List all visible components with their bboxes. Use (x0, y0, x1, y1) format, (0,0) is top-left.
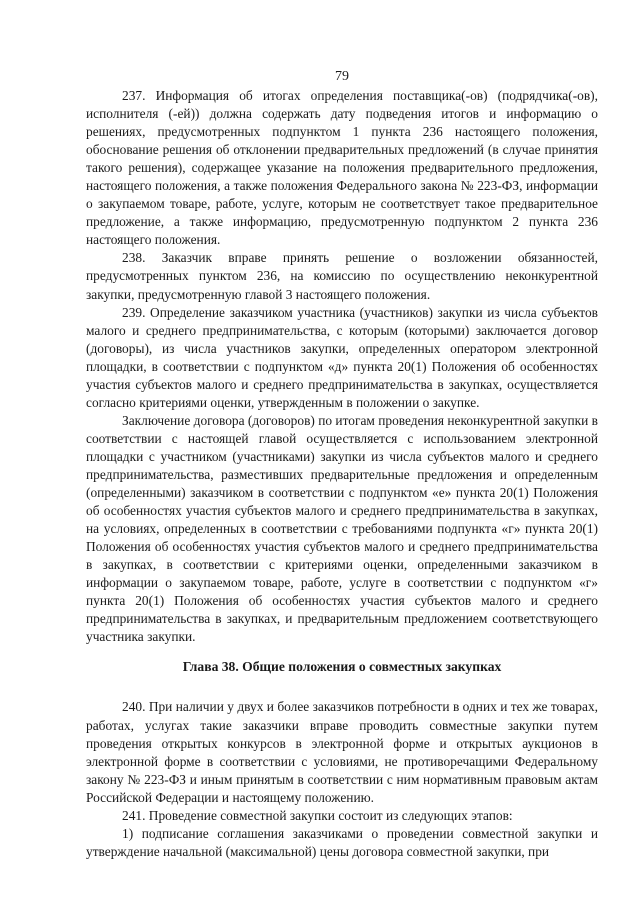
paragraph-240: 240. При наличии у двух и более заказчиков потребности в одних и тех же товарах, работах, услугах такие заказчики вправе проводить совместные закупки путем проведения открытых конкурсов в электронной форме и открытых аукционов в электронной форме в соответствии с условиями, не противоречащими Федеральному закону № 223-ФЗ и иным принятым в соответствии с ним нормативным правовым актам Российской Федерации и настоящему положению. (86, 699, 598, 805)
chapter-title: Глава 38. Общие положения о совместных закупках (182, 659, 502, 675)
paragraph-237: 237. Информация об итогах определения поставщика(-ов) (подрядчика(-ов), исполнителя (-ей)) должна содержать дату подведения итогов и информацию о решениях, предусмотренных подпунктом 1 пункта 236 настоящего положения, обоснование решения об отклонении предварительных предложений (в случае принятия такого решения), содержащее указание на положения предварительного предложения, настоящего положения, а также положения Федерального закона № 223-ФЗ, информации о закупаемом товаре, работе, услуге, которым не соответствует такое предварительное предложение, а также информацию, предусмотренную подпунктом 2 пункта 236 настоящего положения. (86, 88, 598, 248)
paragraph-238: 238. Заказчик вправе принять решение о возложении обязанностей, предусмотренных пунктом 236, на комиссию по осуществлению неконкурентной закупки, предусмотренную главой 3 настоящего положения. (86, 250, 598, 302)
paragraph-241-item-1: 1) подписание соглашения заказчиками о проведении совместной закупки и утверждение начальной (максимальной) цены договора совместной закупки, при (86, 825, 598, 859)
paragraph-241: 241. Проведение совместной закупки состоит из следующих этапов: (122, 807, 513, 823)
document-page (86, 68, 598, 861)
paragraph-239: 239. Определение заказчиком участника (участников) закупки из числа субъектов малого и среднего предпринимательства, с которым (которыми) заключается договор (договоры), из числа участников закупки, определенных оператором электронной площадки, в соответствии с подпунктом «д» пункта 20(1) Положения об особенностях участия субъектов малого и среднего предпринимательства в закупках, осуществляется согласно критериями оценки, утвержденным в положении о закупке. (86, 304, 598, 410)
page-number: 79 (335, 69, 349, 84)
paragraph-contract-conclusion: Заключение договора (договоров) по итогам проведения неконкурентной закупки в соответствии с настоящей главой осуществляется с использованием электронной площадки с участником (участниками) закупки из числа субъектов малого и среднего предпринимательства, разместивших предварительные предложения и определенным (определенными) заказчиком в соответствии с подпунктом «е» пункта 20(1) Положения об особенностях участия субъектов малого и среднего предпринимательства в закупках, на условиях, определенных в соответствии с требованиями подпункта «г» пункта 20(1) Положения об особенностях участия субъектов малого и среднего предпринимательства в закупках, в соответствии с критериями оценки, определенными заказчиком в информации о закупаемом товаре, работе, услуге в соответствии с подпунктом «г» пункта 20(1) Положения об особенностях участия субъектов малого и среднего предпринимательства в закупках, и предварительным предложением соответствующего участника закупки. (86, 412, 598, 645)
